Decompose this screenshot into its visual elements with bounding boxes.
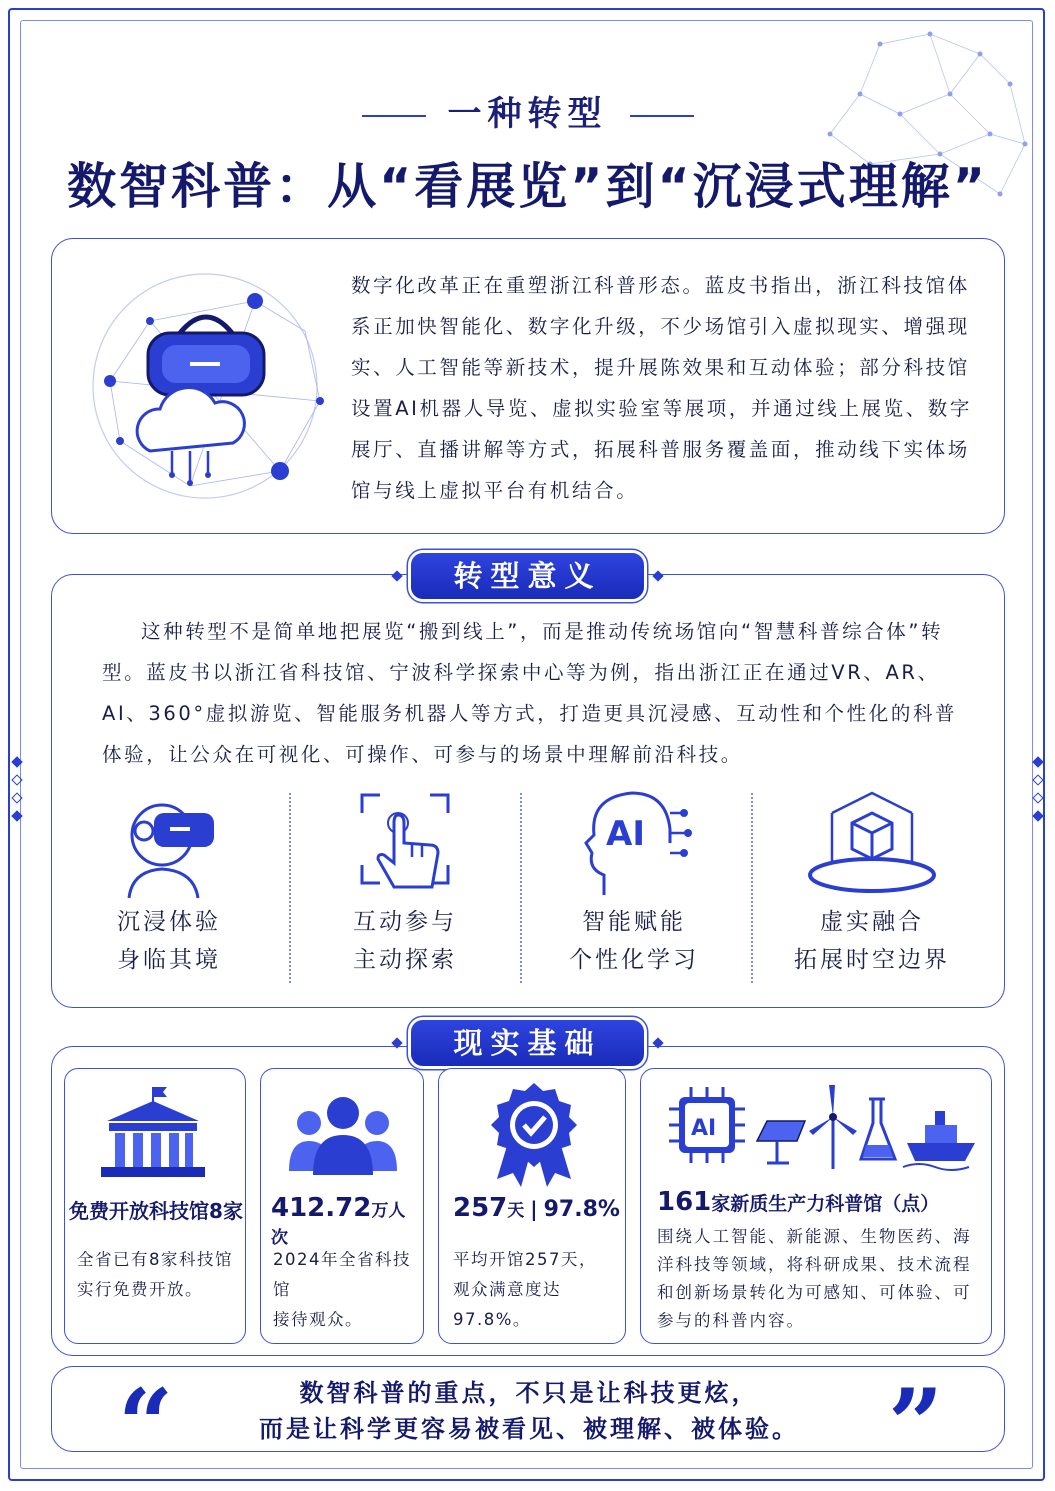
stat-number-secondary: 97.8% <box>543 1197 620 1222</box>
left-side-decoration <box>10 748 24 830</box>
open-quote-icon: “ <box>118 1368 174 1481</box>
close-quote-icon: ” <box>888 1368 944 1481</box>
stat-card-visitors <box>260 1068 424 1344</box>
touch-hand-icon <box>350 783 460 903</box>
vr-headset-person-icon <box>114 783 224 903</box>
people-group-icon <box>285 1087 401 1179</box>
intro-text: 数字化改革正在重塑浙江科普形态。蓝皮书指出，浙江科技馆体系正加快智能化、数字化升级，不少场馆引入虚拟现实、增强现实、人工智能等新技术，提升展陈效果和互动体验；部分科技馆设置AI机器人导览、虚拟实验室等展项，并通过线上展览、数字展厅、直播讲解等方式，拓展科普服务覆盖面，推动线下实体场馆与线上虚拟平台有机结合。 <box>351 274 972 502</box>
significance-text: 这种转型不是简单地把展览“搬到线上”，而是推动传统场馆向“智慧科普综合体”转型。蓝皮书以浙江省科技馆、宁波科学探索中心等为例，指出浙江正在通过VR、AR、AI、360°虚拟游览、智能服务机器人等方式，打造更具沉浸感、互动性和个性化的科普体验，让公众在可视化、可操作、可参与的场景中理解前沿科技。 <box>102 620 958 766</box>
stat-desc-line: 接待观众。 <box>273 1310 363 1329</box>
kicker-text: 一种转型 <box>447 94 608 134</box>
feature-title: 虚实融合 <box>820 909 924 935</box>
feature-title: 沉浸体验 <box>117 909 221 935</box>
feature-immersive <box>54 783 284 983</box>
stat-desc-line: 全省已有8家科技馆 <box>77 1250 233 1269</box>
stat-separator: | <box>530 1197 538 1221</box>
significance-box <box>51 574 1005 1008</box>
page-title: 数智科普：从“看展览”到“沉浸式理解” <box>67 158 988 215</box>
significance-title: 转型意义 <box>411 553 644 599</box>
vr-cloud-illustration <box>80 261 340 511</box>
stat-desc <box>77 1245 242 1305</box>
new-productivity-icons <box>663 1079 979 1179</box>
feature-subtitle: 个性化学习 <box>569 947 699 973</box>
basis-title: 现实基础 <box>411 1020 644 1066</box>
virtual-cube-icon <box>802 783 942 903</box>
feature-subtitle: 身临其境 <box>117 947 221 973</box>
chip-label: AI <box>691 1116 717 1141</box>
stat-desc: 围绕人工智能、新能源、生物医药、海洋科技等领域，将科研成果、技术流程和创新场景转化为可感知、可体验、可参与的科普内容。 <box>657 1227 972 1330</box>
stat-main <box>657 1187 987 1217</box>
stat-unit: 家新质生产力科普馆（点） <box>711 1193 940 1215</box>
feature-interactive <box>290 783 520 983</box>
solar-panel-icon <box>757 1121 805 1163</box>
stat-desc <box>273 1245 421 1335</box>
quote-text <box>52 1375 1006 1447</box>
feature-intelligent <box>519 783 749 983</box>
stat-card-productivity <box>640 1068 992 1344</box>
stat-number: 412.72 <box>271 1193 372 1223</box>
stat-unit: 万人次 <box>271 1201 406 1248</box>
quote-line: 数智科普的重点，不只是让科技更炫， <box>299 1379 759 1407</box>
stat-desc-line: 2024年全省科技馆 <box>273 1250 411 1299</box>
stat-number: 257 <box>453 1193 508 1223</box>
wind-turbine-icon <box>809 1085 857 1169</box>
ai-head-icon <box>574 783 694 903</box>
stat-main <box>453 1193 623 1223</box>
feature-divider <box>751 793 753 983</box>
stat-card-open-days <box>438 1068 626 1344</box>
flask-icon <box>861 1099 895 1159</box>
feature-virtual-real <box>757 783 987 983</box>
quality-badge-icon <box>489 1079 579 1189</box>
quote-box <box>51 1366 1005 1481</box>
quote-line: 而是让科学更容易被看见、被理解、被体验。 <box>259 1415 799 1443</box>
ai-chip-icon <box>669 1087 745 1163</box>
stat-number: 161 <box>657 1187 712 1217</box>
stat-card-free-museums <box>64 1068 246 1344</box>
museum-building-icon <box>95 1081 215 1181</box>
kicker-line-right <box>630 115 694 117</box>
intro-box <box>51 238 1005 534</box>
feature-subtitle: 拓展时空边界 <box>794 947 950 973</box>
stat-desc-line: 平均开馆257天， <box>453 1250 597 1269</box>
ship-icon <box>903 1111 975 1170</box>
stat-desc-line: 实行免费开放。 <box>77 1280 203 1299</box>
stat-main <box>271 1193 421 1248</box>
right-side-decoration <box>1031 748 1045 830</box>
stat-main: 免费开放科技馆8家 <box>69 1199 243 1223</box>
kicker-line-left <box>362 115 426 117</box>
feature-subtitle: 主动探索 <box>353 947 457 973</box>
feature-title: 互动参与 <box>353 909 457 935</box>
kicker <box>0 86 1055 135</box>
feature-title: 智能赋能 <box>582 909 686 935</box>
stat-unit: 天 <box>507 1201 525 1221</box>
stat-desc <box>453 1245 623 1335</box>
svg-text:AI: AI <box>606 814 645 854</box>
stat-desc-line: 观众满意度达97.8%。 <box>453 1280 561 1329</box>
